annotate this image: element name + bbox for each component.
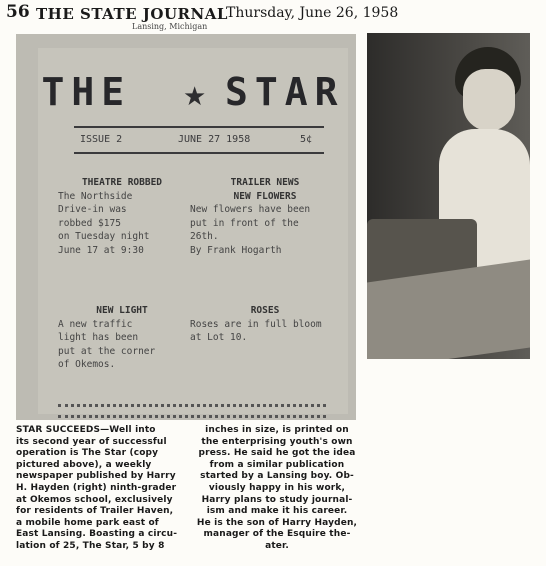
article-line: robbed $175: [58, 217, 121, 229]
newspaper-name: THE STATE JOURNAL: [36, 5, 228, 23]
newspaper-header: [6, 2, 399, 24]
caption-line: press. He said he got the idea: [198, 448, 356, 459]
article-line: A new traffic: [58, 318, 133, 330]
masthead-rule-bottom: [74, 152, 324, 154]
article-line: put in front of the: [190, 217, 299, 229]
portrait-photo: [367, 33, 530, 359]
article-heading: THEATRE ROBBED: [81, 177, 163, 188]
article-line: Drive-in was: [58, 204, 127, 215]
article-line: New flowers have been: [190, 204, 311, 215]
caption-column-1: [16, 425, 192, 553]
article-heading: ROSES: [250, 305, 280, 316]
caption-line: H. Hayden (right) ninth-grader: [16, 482, 177, 493]
article-line: at Lot 10.: [190, 332, 248, 343]
caption-line: newspaper published by Harry: [16, 471, 176, 482]
caption-line: inches in size, is printed on: [205, 425, 349, 435]
article-heading: NEW LIGHT: [96, 305, 148, 316]
article-line: June 17 at 9:30: [58, 244, 144, 256]
caption-line: from a similar publication: [209, 459, 345, 470]
article-line: of Okemos.: [58, 359, 116, 370]
caption-line: East Lansing. Boasting a circu-: [16, 529, 178, 540]
page-number: 56: [6, 2, 30, 22]
decorative-border: [58, 404, 326, 418]
caption-line: the enterprising youth's own: [201, 436, 353, 447]
caption-line: STAR SUCCEEDS—Well into: [16, 425, 156, 435]
article-new-light: [58, 304, 186, 372]
newsletter-photo: [16, 34, 356, 420]
issue-date: Thursday, June 26, 1958: [226, 5, 399, 21]
photo-face: [463, 69, 515, 131]
article-line: By Frank Hogarth: [190, 244, 282, 256]
masthead-rule-top: [74, 126, 324, 128]
caption-line: at Okemos school, exclusively: [16, 494, 173, 505]
masthead-star: STAR: [224, 70, 345, 114]
article-line: Roses are in full bloom: [190, 318, 322, 330]
newsletter-date: JUNE 27 1958: [178, 134, 251, 145]
dateline-city: Lansing, Michigan: [132, 22, 208, 31]
caption-line: operation is The Star (copy: [16, 448, 159, 459]
caption-line: for residents of Trailer Haven,: [16, 506, 174, 517]
caption-line: ater.: [265, 540, 289, 551]
article-heading: TRAILER NEWS: [230, 177, 300, 188]
caption-line: its second year of successful: [16, 436, 167, 447]
caption-line: viously happy in his work,: [208, 482, 346, 493]
article-trailer-news: [190, 176, 340, 257]
article-line: put at the corner: [58, 345, 156, 357]
article-theatre: [58, 176, 186, 257]
caption-line: pictured above), a weekly: [16, 459, 152, 470]
star-icon: ★: [183, 82, 207, 112]
masthead-the: THE: [41, 70, 132, 114]
article-line: 26th.: [190, 231, 219, 242]
caption-line: ism and make it his career.: [206, 506, 348, 517]
caption-line: lation of 25, The Star, 5 by 8: [16, 540, 165, 551]
issue-number: ISSUE 2: [80, 134, 123, 145]
caption-line: started by a Lansing boy. Ob-: [200, 471, 354, 482]
article-subheading: NEW FLOWERS: [233, 190, 297, 202]
newsletter-price: 5¢: [300, 134, 313, 145]
caption-line: He is the son of Harry Hayden,: [196, 517, 358, 528]
caption-line: Harry plans to study journal-: [201, 494, 353, 505]
caption-column-2: [194, 425, 360, 553]
newsletter-sheet: [38, 48, 348, 414]
caption-line: a mobile home park east of: [16, 517, 159, 528]
caption-line: manager of the Esquire the-: [203, 529, 351, 540]
article-roses: [190, 304, 340, 345]
article-line: The Northside: [58, 190, 133, 202]
article-line: on Tuesday night: [58, 231, 150, 242]
article-line: light has been: [58, 332, 139, 343]
